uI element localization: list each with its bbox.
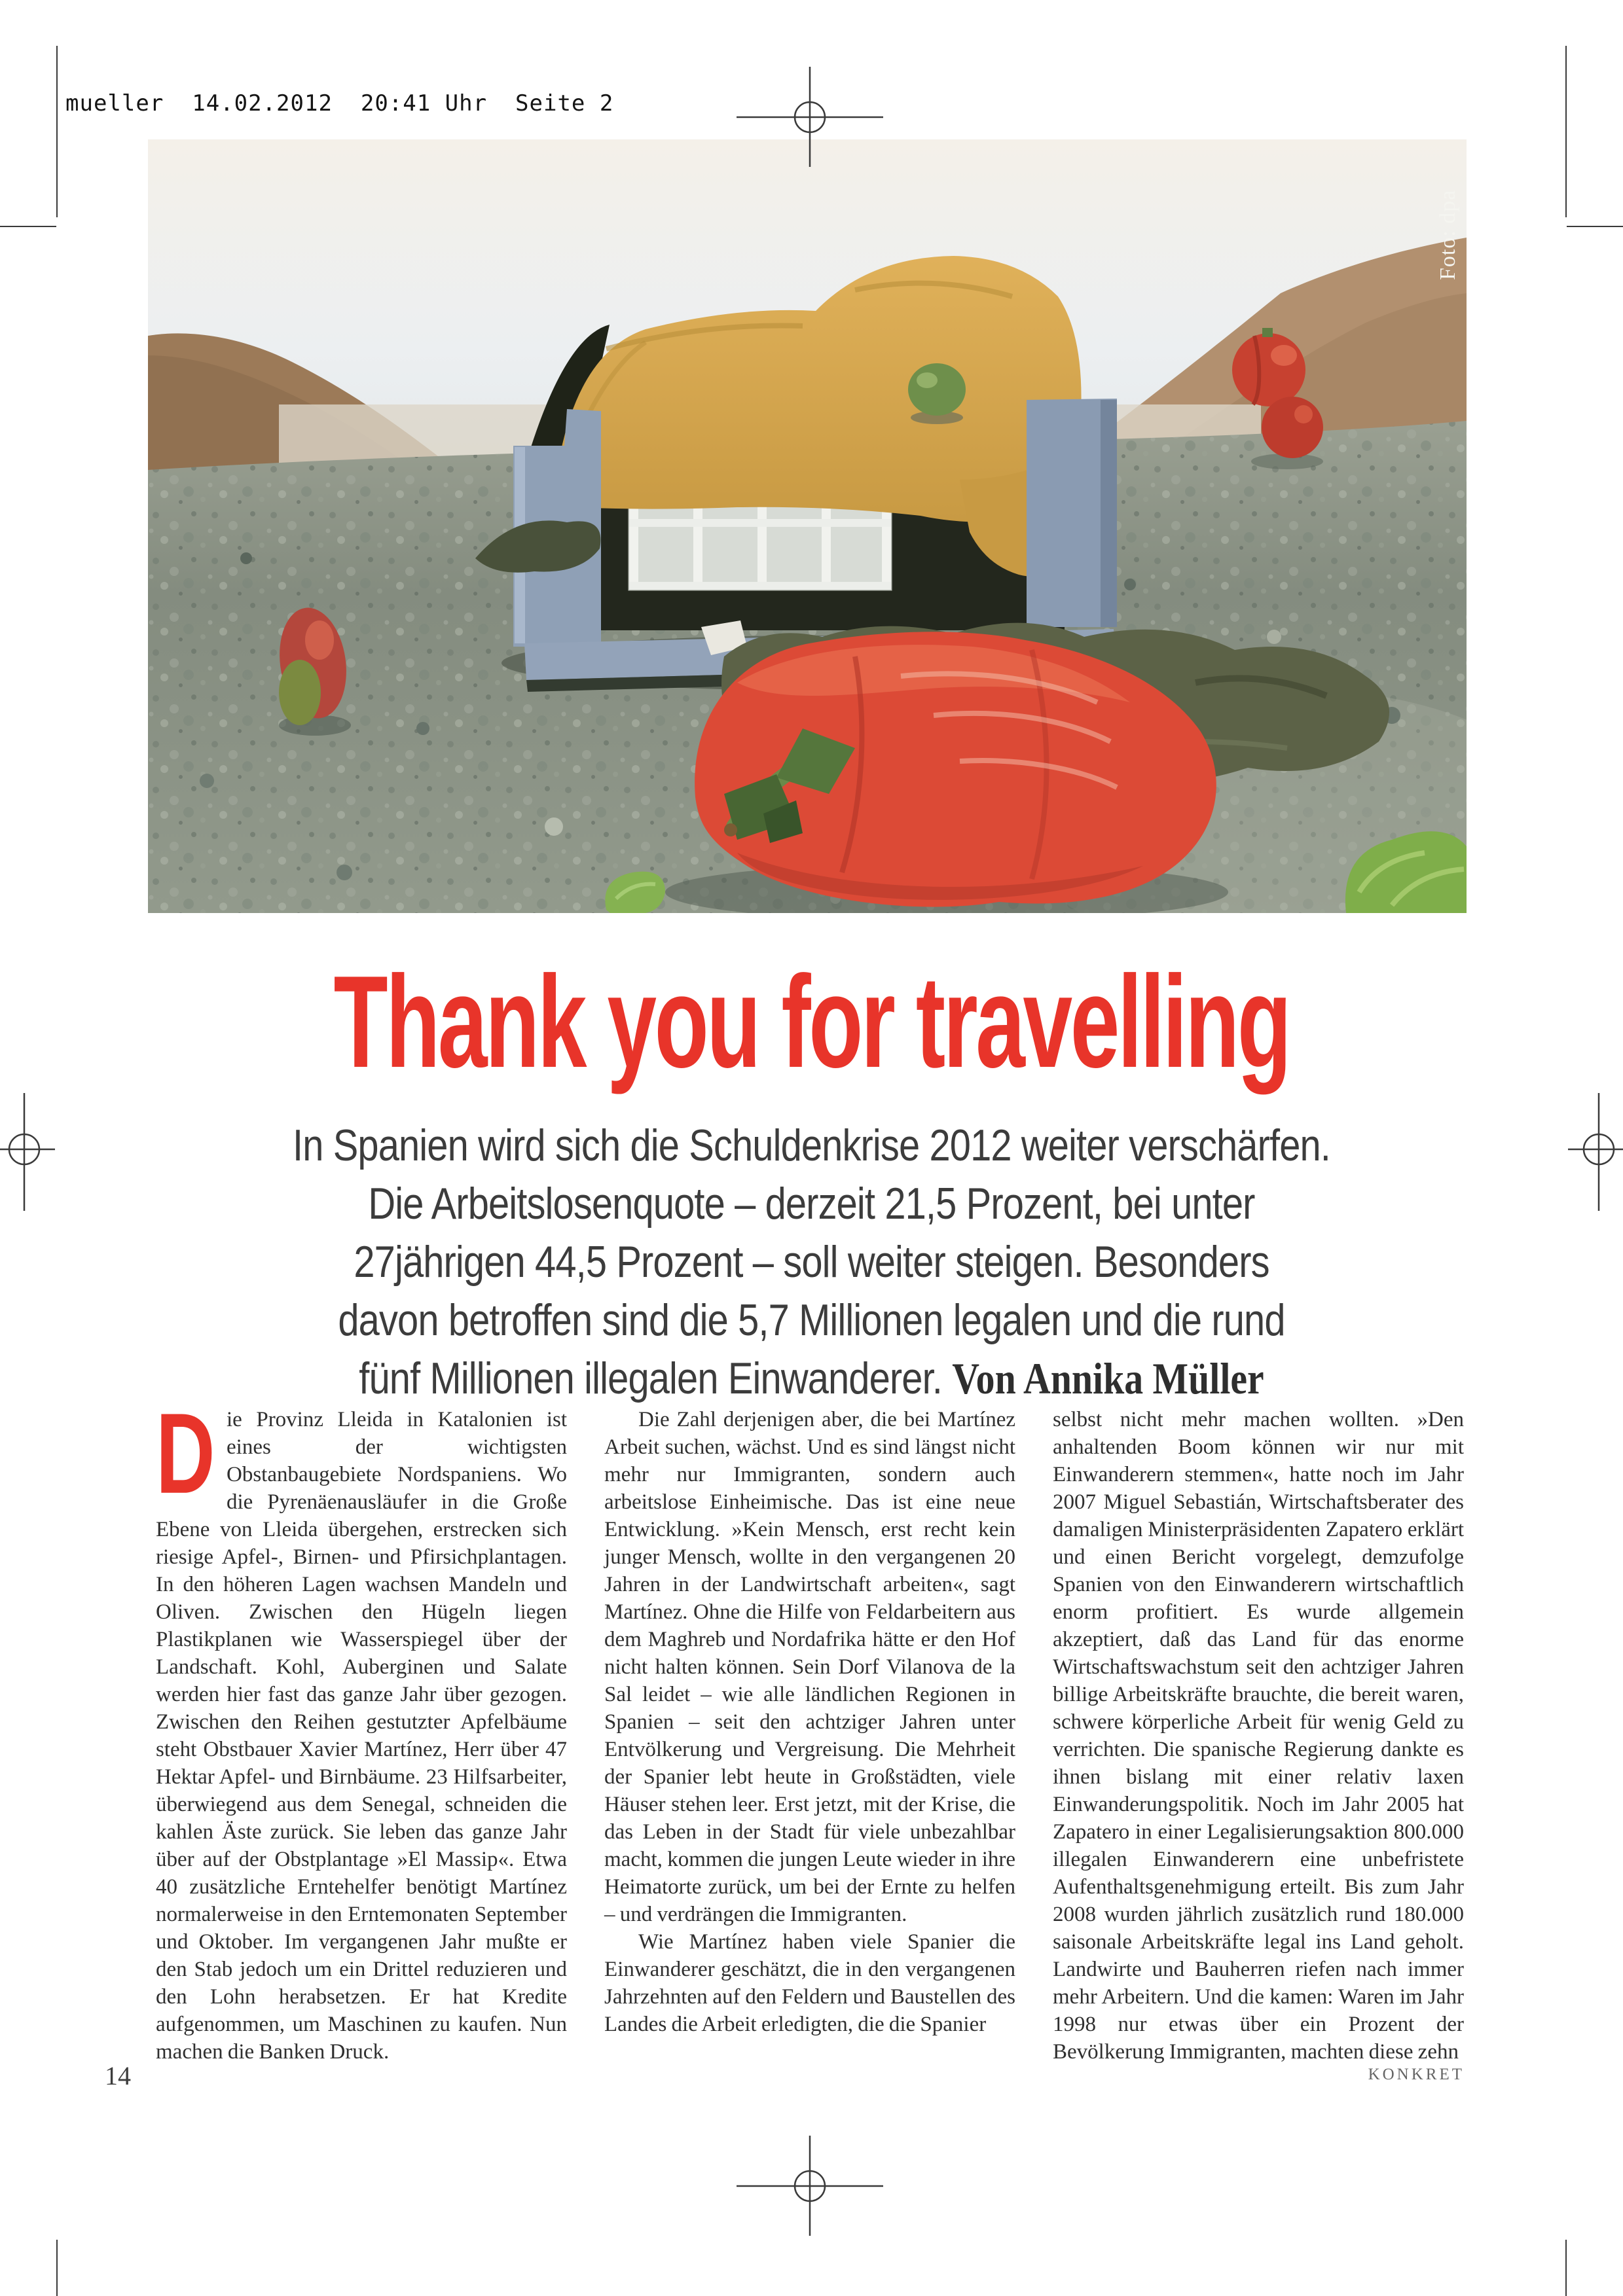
- page-number: 14: [105, 2061, 131, 2090]
- crop-mark-bottom-right-vertical: [1565, 2240, 1567, 2296]
- proof-header: mueller 14.02.2012 20:41 Uhr Seite 2: [65, 90, 614, 117]
- drop-cap: D: [156, 1390, 215, 1518]
- standfirst-line: davon betroffen sind die 5,7 Millionen legalen und die rund: [338, 1295, 1285, 1345]
- article-column-2: [604, 1406, 1015, 2038]
- body-paragraph: Die Zahl derjenigen aber, die bei Martínez Arbeit suchen, wächst. Und es sind längst nicht mehr nur Immigranten, sondern auch arbeitslose Einheimische. Das ist eine neue Entwicklung. »Kein Mensch, erst recht kein junger Mensch, wollte in den vergangenen 20 Jahren in der Landwirtschaft arbeiten«, sagt Martínez. Ohne die Hilfe von Feldarbeitern aus dem Maghreb und Nordafrika hätte er den Hof nicht halten können. Sein Dorf Vilanova de la Sal leidet – wie alle ländlichen Regionen in Spanien – seit den achtziger Jahren unter Entvölkerung und Vergreisung. Die Mehrheit der Spanier lebt heute in Großstädten, viele Häuser stehen leer. Erst jetzt, mit der Krise, die das Leben in der Stadt für viele unbezahlbar macht, kommen die jungen Leute wieder in ihre Heimatorte zurück, um bei der Ernte zu helfen – und verdrängen die Immigranten.: [604, 1408, 1015, 1926]
- article-column-3: [1053, 1406, 1464, 2066]
- registration-mark-right-center: [1564, 1093, 1623, 1211]
- photo-green-pepper: [908, 363, 966, 424]
- magazine-name: KONKRET: [1368, 2066, 1465, 2083]
- crop-mark-bottom-left-vertical: [56, 2240, 58, 2296]
- author-byline: Von Annika Müller: [952, 1354, 1264, 1403]
- standfirst-line-text: fünf Millionen illegalen Einwanderer.: [359, 1354, 943, 1403]
- crop-mark-top-left-vertical: [56, 46, 58, 217]
- body-paragraph: [156, 1390, 567, 2066]
- headline: Thank you for travelling: [333, 949, 1290, 1095]
- standfirst-line: [122, 1350, 1501, 1408]
- body-paragraph: selbst nicht mehr machen wollten. »Den anhaltenden Boom können wir nur mit Einwanderern stemmen«, hatte noch im Jahr 2007 Miguel Sebastián, Wirtschaftsberater des damaligen Ministerpräsidenten Zapatero erklärt und einen Bericht vorgelegt, demzufolge Spanien von den Einwanderern wirtschaftlich enorm profitiert. Es wurde allgemein akzeptiert, daß das Land für das enorme Wirtschaftswachstum seit den achtziger Jahren billige Arbeitskräfte brauchte, die bereit waren, schwere körperliche Arbeit für wenig Geld zu verrichten. Die spanische Regierung dankte es ihnen bislang mit einer relativ laxen Einwanderungspolitik. Noch im Jahr 2005 hat Zapatero in einer Legalisierungsaktion 800.000 illegalen Einwanderern eine unbefristete Aufenthaltsgenehmigung erteilt. Bis zum Jahr 2008 wurden jährlich zusätzlich rund 180.000 saisonale Arbeitskräfte legal ins Land geholt. Landwirte und Bauherren riefen nach immer mehr Arbeitern. Und die kamen: Waren im Jahr 1998 nur etwas über ein Prozent der Bevölkerung Immigranten, machten diese zehn: [1053, 1408, 1464, 2064]
- body-paragraph: Wie Martínez haben viele Spanier die Einwanderer geschätzt, die in den vergangenen Jahrzehnten auf den Feldern und Baustellen des Landes die Arbeit erledigten, die die Spanier: [604, 1930, 1015, 2036]
- registration-mark-bottom-center: [737, 2119, 883, 2253]
- registration-mark-top-center: [737, 50, 883, 184]
- crop-mark-top-left-horizontal: [0, 226, 56, 227]
- crop-mark-top-right-vertical: [1565, 46, 1567, 217]
- body-text: ie Provinz Lleida in Katalonien ist eines der wichtigsten Obstanbaugebiete Nordspaniens. Wo die Pyrenäenausläufer in die Große Ebene von Lleida übergehen, erstrecken sich riesige Apfel-, Birnen- und Pfirsichplantagen. In den höheren Lagen wachsen Mandeln und Oliven. Zwischen den Hügeln liegen Plastikplanen wie Wasserspiegel über der Landschaft. Kohl, Auberginen und Salate werden hier fast das ganze Jahr über gezogen. Zwischen den Reihen gestutzter Apfelbäume steht Obstbauer Xavier Martínez, Herr über 47 Hektar Apfel- und Birnbäume. 23 Hilfsarbeiter, überwiegend aus dem Senegal, schneiden die kahlen Äste zurück. Sie leben das ganze Jahr über auf der Obstplantage »El Massip«. Etwa 40 zusätzliche Erntehelfer benötigt Martínez normalerweise in den Erntemonaten September und Oktober. Im vergangenen Jahr mußte er den Stab jedoch um ein Drittel reduzieren und den Lohn herabsetzen. Er hat Kredite aufgenommen, um Maschinen zu kaufen. Nun machen die Banken Druck.: [156, 1408, 567, 2064]
- photo-illustration: [148, 139, 1467, 913]
- registration-mark-left-center: [0, 1093, 59, 1211]
- crop-mark-top-right-horizontal: [1567, 226, 1623, 227]
- standfirst-line: In Spanien wird sich die Schuldenkrise 2012 weiter verschärfen.: [292, 1121, 1331, 1170]
- standfirst-line: Die Arbeitslosenquote – derzeit 21,5 Prozent, bei unter: [368, 1179, 1255, 1229]
- article-photo: [148, 139, 1467, 913]
- article-column-1: [156, 1390, 567, 2066]
- standfirst-line: 27jährigen 44,5 Prozent – soll weiter steigen. Besonders: [354, 1237, 1269, 1287]
- standfirst: [122, 1117, 1501, 1408]
- photo-credit: Foto: dpa: [1436, 189, 1460, 280]
